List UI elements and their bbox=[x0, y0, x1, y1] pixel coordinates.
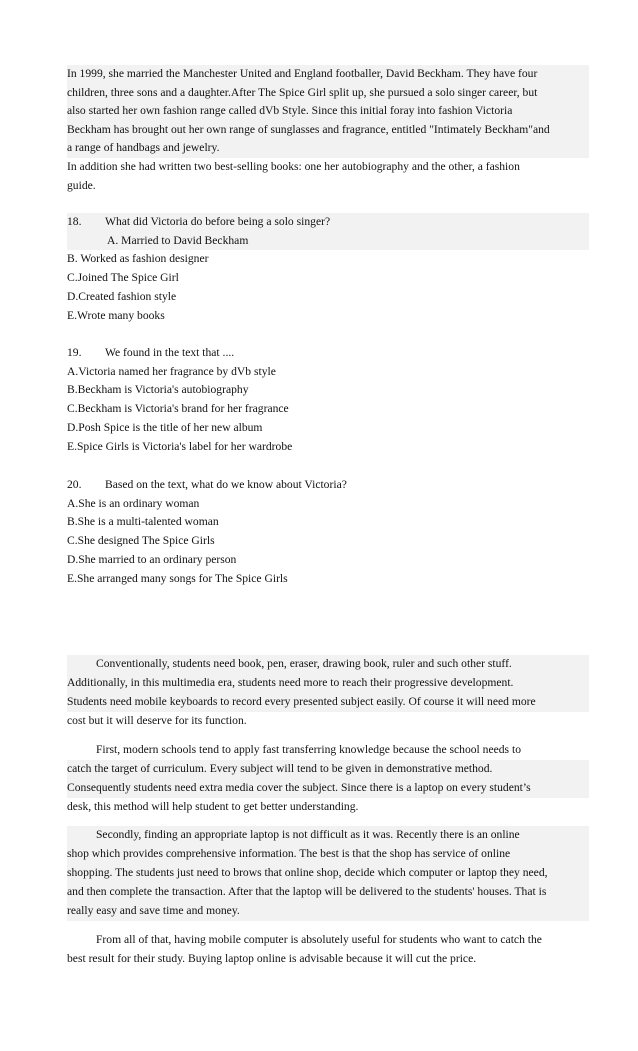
question-number: 19. bbox=[67, 346, 82, 359]
essay-line: desk, this method will help student to get better understanding. bbox=[67, 799, 359, 813]
essay-line: First, modern schools tend to apply fast transferring knowledge because the school needs to bbox=[67, 743, 521, 756]
essay-line: cost but it will deserve for its function. bbox=[67, 713, 247, 727]
answer-option: B.She is a multi-talented woman bbox=[67, 515, 219, 529]
question-text: Based on the text, what do we know about Victoria? bbox=[105, 478, 347, 491]
reading-passage bbox=[67, 65, 589, 195]
essay-line: best result for their study. Buying laptop online is advisable because it will cut the price. bbox=[67, 951, 477, 965]
passage-line: In addition she had written two best-selling books: one her autobiography and the other, a fashion bbox=[67, 159, 520, 173]
essay-line: shop which provides comprehensive information. The best is that the shop has service of online bbox=[67, 845, 589, 864]
answer-option: E.Wrote many books bbox=[67, 308, 165, 322]
question-19 bbox=[67, 344, 589, 456]
passage-line: also started her own fashion range called dVb Style. Since this initial foray into fashion Victoria bbox=[67, 102, 589, 121]
essay-paragraph-2 bbox=[67, 741, 589, 817]
essay-line: Additionally, in this multimedia era, students need more to reach their progressive development. bbox=[67, 674, 589, 693]
answer-option: B.Beckham is Victoria's autobiography bbox=[67, 383, 249, 397]
passage-line: Beckham has brought out her own range of sunglasses and fragrance, entitled "Intimately Beckham"and bbox=[67, 121, 589, 140]
answer-option: C.Joined The Spice Girl bbox=[67, 271, 179, 285]
passage-line: children, three sons and a daughter.After The Spice Girl split up, she pursued a solo singer career, but bbox=[67, 84, 589, 103]
answer-option: C.She designed The Spice Girls bbox=[67, 534, 215, 548]
question-text: What did Victoria do before being a solo singer? bbox=[105, 215, 331, 228]
essay-line: From all of that, having mobile computer is absolutely useful for students who want to catch the bbox=[67, 933, 542, 946]
passage-line: guide. bbox=[67, 178, 96, 192]
answer-option: D.Posh Spice is the title of her new album bbox=[67, 420, 263, 434]
question-20 bbox=[67, 476, 589, 588]
answer-option: C.Beckham is Victoria's brand for her fragrance bbox=[67, 402, 289, 416]
passage-line: a range of handbags and jewelry. bbox=[67, 139, 589, 158]
answer-option: A.She is an ordinary woman bbox=[67, 496, 200, 510]
answer-option: A. Married to David Beckham bbox=[67, 232, 589, 251]
essay-line: Conventionally, students need book, pen, eraser, drawing book, ruler and such other stuff. bbox=[67, 655, 589, 674]
question-text: We found in the text that .... bbox=[105, 346, 235, 359]
essay-line: catch the target of curriculum. Every subject will tend to be given in demonstrative method. bbox=[67, 760, 589, 779]
answer-option: D.Created fashion style bbox=[67, 289, 177, 303]
essay-paragraph-3 bbox=[67, 826, 589, 921]
essay-line: and then complete the transaction. After that the laptop will be delivered to the students' houses. That is bbox=[67, 883, 589, 902]
essay-line: Secondly, finding an appropriate laptop is not difficult as it was. Recently there is an online bbox=[67, 826, 589, 845]
question-stem bbox=[67, 476, 589, 495]
answer-option: B. Worked as fashion designer bbox=[67, 252, 209, 266]
essay-line: really easy and save time and money. bbox=[67, 902, 589, 921]
essay-line: Students need mobile keyboards to record every presented subject easily. Of course it will need more bbox=[67, 693, 589, 712]
passage-line: In 1999, she married the Manchester United and England footballer, David Beckham. They have four bbox=[67, 65, 589, 84]
question-number: 20. bbox=[67, 478, 82, 491]
essay-paragraph-1 bbox=[67, 655, 589, 731]
question-number: 18. bbox=[67, 215, 82, 228]
answer-option: A.Victoria named her fragrance by dVb style bbox=[67, 364, 276, 378]
question-stem bbox=[67, 344, 589, 363]
answer-option: E.She arranged many songs for The Spice Girls bbox=[67, 571, 288, 585]
question-18 bbox=[67, 213, 589, 325]
essay-paragraph-4 bbox=[67, 931, 589, 969]
answer-option: E.Spice Girls is Victoria's label for her wardrobe bbox=[67, 439, 293, 453]
answer-option: D.She married to an ordinary person bbox=[67, 552, 237, 566]
essay-line: shopping. The students just need to brows that online shop, decide which computer or laptop they need, bbox=[67, 864, 589, 883]
question-stem bbox=[67, 213, 589, 232]
essay-line: Consequently students need extra media cover the subject. Since there is a laptop on every student’s bbox=[67, 779, 589, 798]
